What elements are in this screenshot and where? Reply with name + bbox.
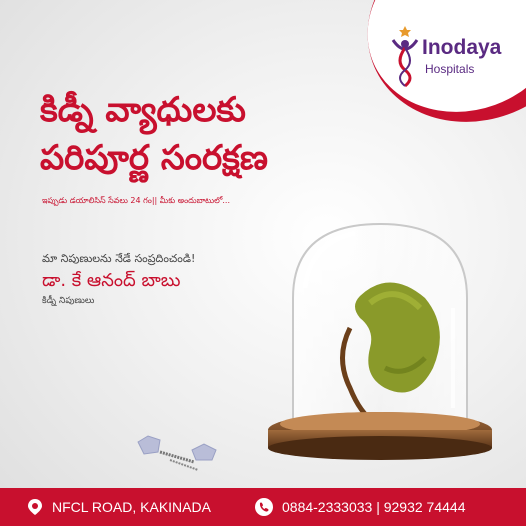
doctor-name: డా. కే ఆనంద్ బాబు	[42, 270, 181, 291]
tagline: ఇప్పుడు డయాలిసిస్ సేవలు 24 గం|| మీకు అందుబాటులో...	[42, 196, 230, 205]
footer-bar	[0, 488, 526, 526]
location-pin-icon	[28, 499, 42, 515]
phone-icon	[255, 498, 273, 516]
doctor-title: కిడ్నీ నిపుణులు	[42, 296, 95, 306]
footer-address: NFCL ROAD, KAKINADA	[52, 499, 211, 515]
stones-illustration	[130, 430, 230, 475]
contact-line: మా నిపుణులను నేడే సంప్రదించండి!	[42, 252, 196, 265]
footer-phone-numbers: 0884-2333033 | 92932 74444	[282, 499, 466, 515]
headline-line-1: కిడ్నీ వ్యాధులకు	[40, 90, 246, 130]
brand-subtitle: Hospitals	[425, 62, 475, 76]
headline	[40, 86, 268, 182]
logo-mark-icon	[385, 18, 425, 88]
headline-line-2: పరిపూర్ణ సంరక్షణ	[40, 138, 268, 178]
kidney-bell-jar-illustration	[265, 218, 495, 463]
hospital-logo	[385, 18, 515, 88]
brand-name: Inodaya	[422, 36, 502, 59]
